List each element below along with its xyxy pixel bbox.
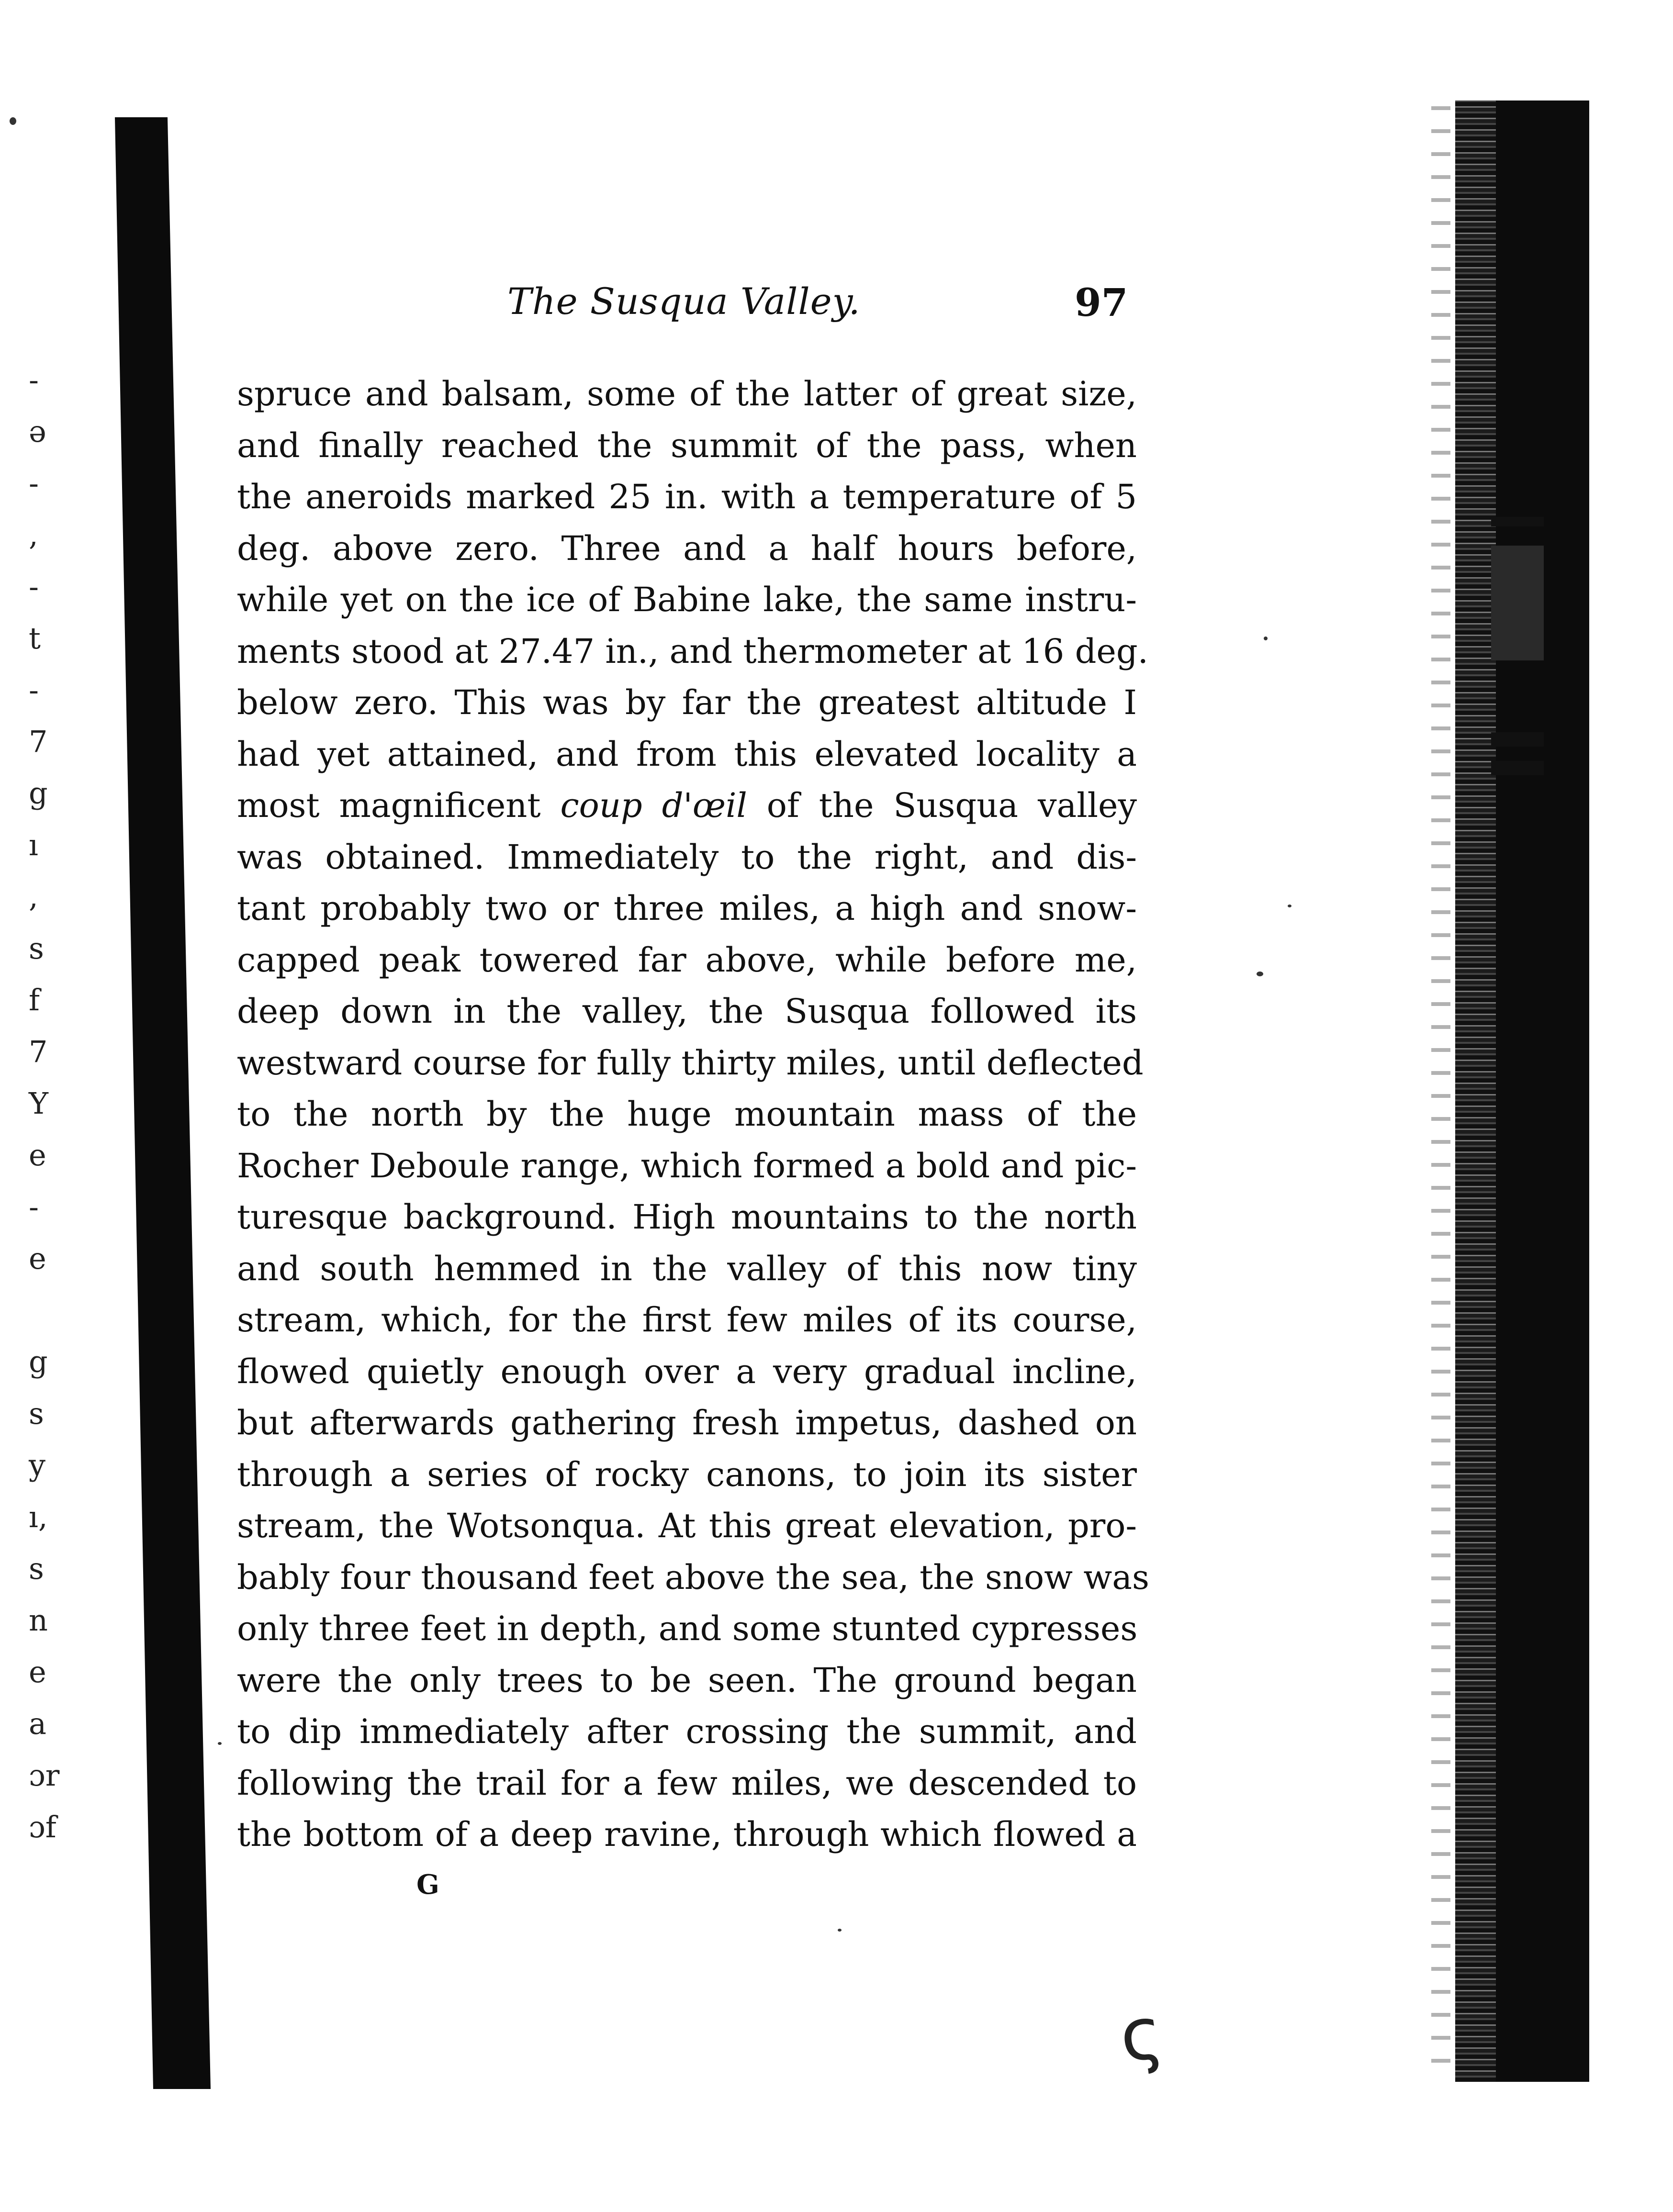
margin-fragment: ı: [29, 827, 38, 862]
margin-fragment: ə: [29, 414, 46, 449]
text-line: turesque background. High mountains to the north: [237, 1197, 1137, 1237]
text-line: westward course for fully thirty miles, until deflected: [237, 1043, 1144, 1083]
dust-speck: [838, 1929, 842, 1932]
text-line: Rocher Deboule range, which formed a bold and pic-: [237, 1146, 1137, 1185]
margin-fragment: -: [29, 466, 39, 501]
margin-fragment: -: [29, 569, 39, 604]
italic-phrase: coup d'œil: [560, 786, 747, 825]
margin-fragment: s: [29, 1551, 44, 1586]
margin-fragment: s: [29, 931, 44, 966]
edge-artifact-block: [1491, 732, 1544, 747]
margin-fragment: n: [29, 1603, 48, 1638]
text-line: to the north by the huge mountain mass of the: [237, 1095, 1137, 1134]
margin-fragment: e: [29, 1138, 46, 1173]
margin-fragment: e: [29, 1241, 46, 1276]
margin-fragment: g: [29, 776, 48, 811]
pencil-mark: ς: [1114, 1990, 1168, 2079]
dust-speck: [10, 117, 16, 125]
dust-speck: [1288, 905, 1291, 907]
dust-speck: [1264, 637, 1268, 640]
margin-fragment: ,: [29, 517, 38, 552]
body-text: [237, 369, 1149, 1861]
text-line: was obtained. Immediately to the right, and dis-: [237, 837, 1137, 877]
margin-fragment: Y: [29, 1086, 48, 1121]
margin-fragment: a: [29, 1706, 46, 1741]
margin-fragment: ,: [29, 879, 38, 914]
page-edge-dark-band: [1496, 101, 1589, 2082]
edge-artifact-block: [1491, 761, 1544, 775]
edge-artifact-block: [1491, 546, 1544, 660]
text-line: were the only trees to be seen. The ground began: [237, 1660, 1137, 1700]
text-line: capped peak towered far above, while before me,: [237, 940, 1137, 980]
text-line: flowed quietly enough over a very gradual incline,: [237, 1352, 1137, 1391]
text-line: spruce and balsam, some of the latter of great size,: [237, 374, 1137, 413]
margin-fragment: ı,: [29, 1499, 48, 1534]
text-line: to dip immediately after crossing the summit, and: [237, 1712, 1137, 1751]
text-line: deg. above zero. Three and a half hours before,: [237, 528, 1137, 568]
text-line: stream, which, for the first few miles of its course,: [237, 1300, 1137, 1340]
text-line: ments stood at 27.47 in., and thermometer at 16 deg.: [237, 631, 1148, 671]
text-line: and finally reached the summit of the pass, when: [237, 425, 1137, 465]
margin-fragment: 7: [29, 724, 48, 759]
margin-fragment: f: [29, 983, 40, 1017]
margin-fragment: s: [29, 1396, 44, 1431]
text-line: bably four thousand feet above the sea, the snow was: [237, 1557, 1149, 1597]
text-line: tant probably two or three miles, a high and snow-: [237, 889, 1137, 928]
margin-fragment: ɔr: [29, 1758, 60, 1793]
margin-fragment: [19, 1285, 115, 1336]
text-line: but afterwards gathering fresh impetus, dashed on: [237, 1403, 1137, 1442]
running-head-title: The Susqua Valley.: [507, 280, 861, 323]
margin-fragment: 7: [29, 1034, 48, 1069]
margin-fragment: -: [29, 672, 39, 707]
text-line: through a series of rocky canons, to join its sister: [237, 1454, 1137, 1494]
text-line: and south hemmed in the valley of this now tiny: [237, 1249, 1137, 1288]
edge-artifact-block: [1491, 517, 1544, 526]
facing-page-bleed: [19, 354, 115, 1933]
text-line: most magnificent coup d'œil of the Susqua valley: [237, 786, 1137, 825]
text-line: stream, the Wotsonqua. At this great elevation, pro-: [237, 1506, 1137, 1545]
dust-speck: [1257, 972, 1263, 976]
margin-fragment: g: [29, 1344, 48, 1379]
dust-speck: [218, 1742, 222, 1745]
text-line: below zero. This was by far the greatest altitude I: [237, 683, 1137, 722]
text-line: the aneroids marked 25 in. with a temperature of 5: [237, 477, 1137, 516]
text-line: while yet on the ice of Babine lake, the same instru-: [237, 580, 1137, 619]
signature-mark: G: [416, 1869, 439, 1900]
margin-fragment: -: [29, 1189, 39, 1224]
text-line: the bottom of a deep ravine, through which flowed a: [237, 1815, 1137, 1854]
text-line: had yet attained, and from this elevated locality a: [237, 734, 1137, 774]
text-line: only three feet in depth, and some stunted cypresses: [237, 1609, 1138, 1648]
binding-shadow: [115, 117, 211, 2089]
scan-edge-noise: [1431, 101, 1450, 2082]
margin-fragment: -: [29, 362, 39, 397]
text-line: following the trail for a few miles, we descended to: [237, 1763, 1137, 1803]
margin-fragment: y: [29, 1448, 46, 1483]
page-number: 97: [1075, 280, 1128, 325]
margin-fragment: t: [29, 621, 41, 656]
margin-fragment: ɔf: [29, 1810, 56, 1844]
margin-fragment: e: [29, 1654, 46, 1689]
text-line: deep down in the valley, the Susqua followed its: [237, 992, 1137, 1031]
